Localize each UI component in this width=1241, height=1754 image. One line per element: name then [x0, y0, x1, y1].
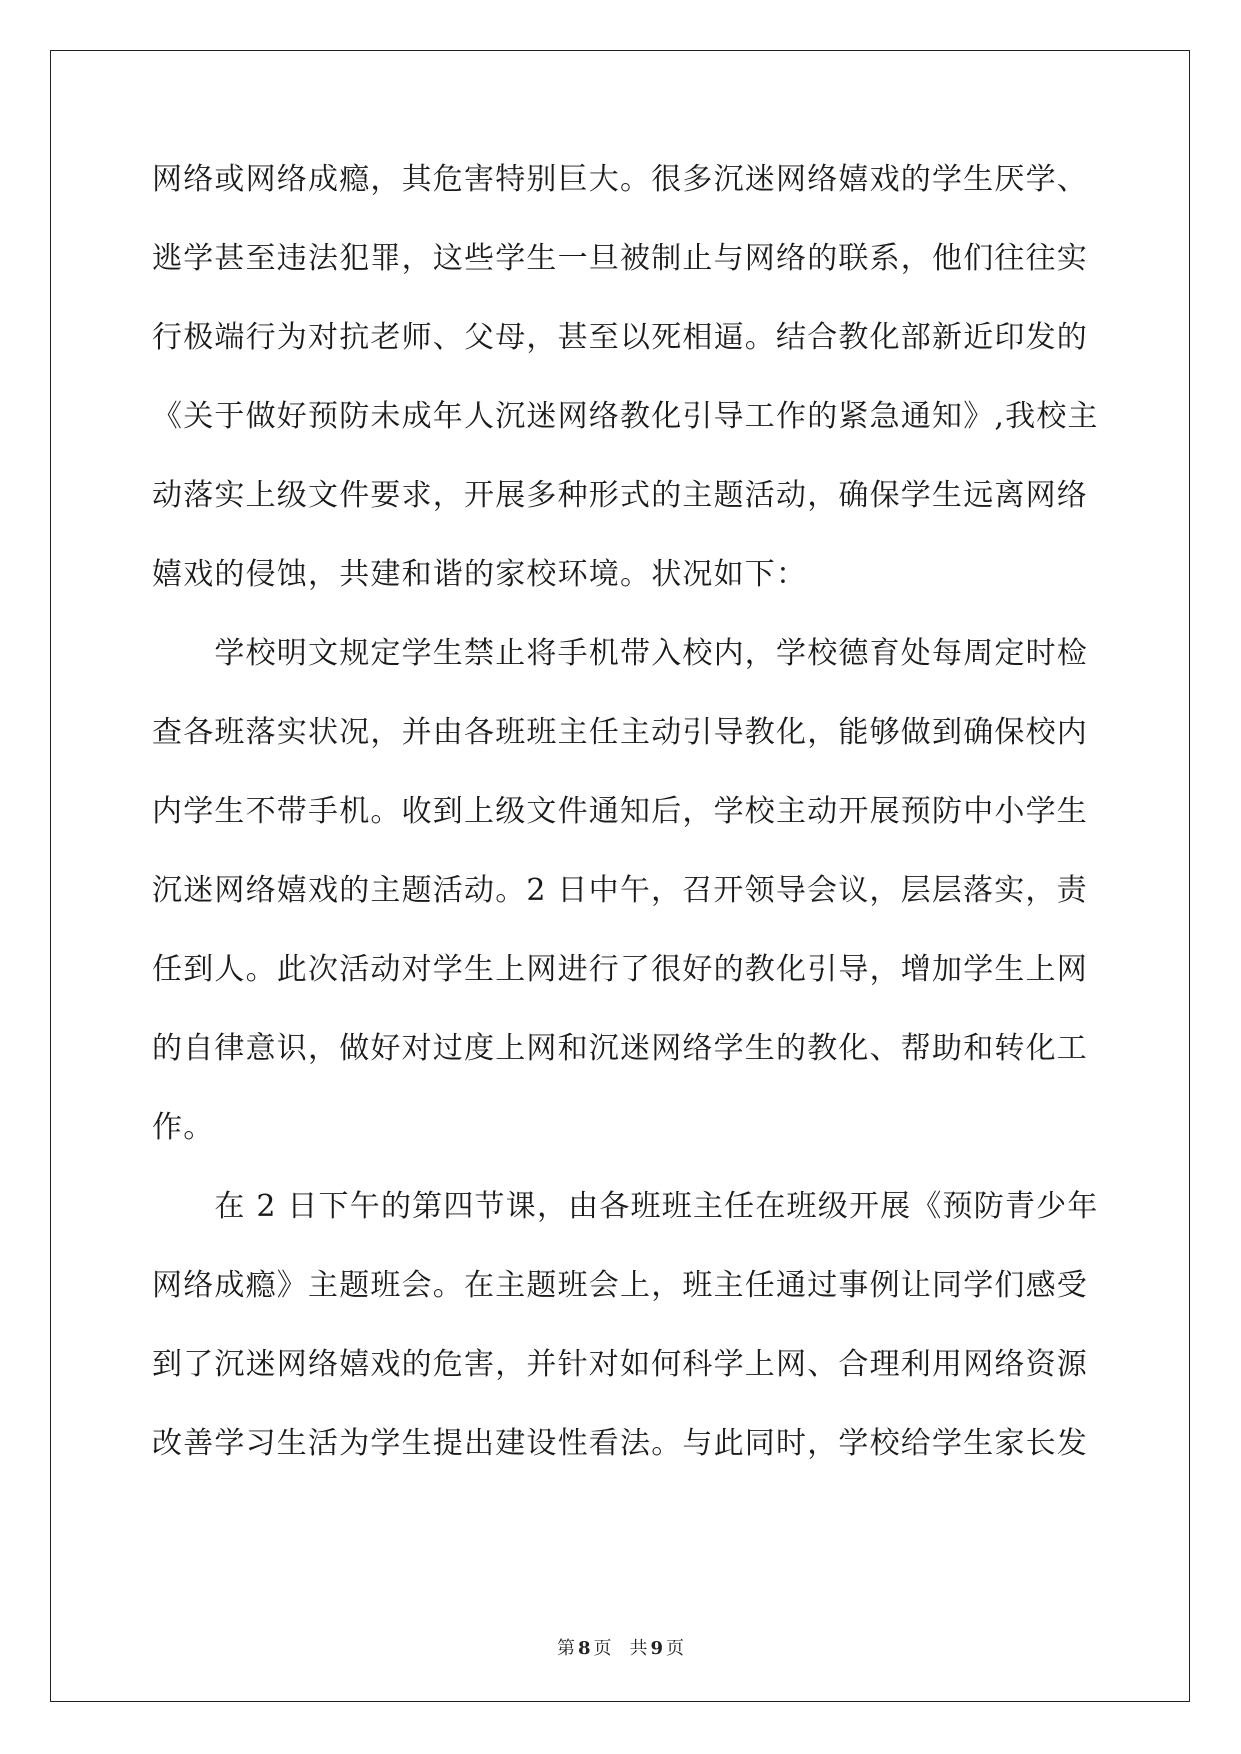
text-line: 的自律意识，做好对过度上网和沉迷网络学生的教化、帮助和转化工	[152, 1031, 1088, 1066]
text-line: 逃学甚至违法犯罪，这些学生一旦被制止与网络的联系，他们往往实	[152, 241, 1088, 276]
text-line: 沉迷网络嬉戏的主题活动。2 日中午，召开领导会议，层层落实，责	[152, 873, 1088, 908]
text-line: 在 2 日下午的第四节课，由各班班主任在班级开展《预防青少年	[152, 1189, 1099, 1224]
text-line: 嬉戏的侵蚀，共建和谐的家校环境。状况如下：	[152, 557, 808, 592]
text-line: 行极端行为对抗老师、父母，甚至以死相逼。结合教化部新近印发的	[152, 320, 1088, 355]
text-line: 内学生不带手机。收到上级文件通知后，学校主动开展预防中小学生	[152, 794, 1088, 829]
text-line: 到了沉迷网络嬉戏的危害，并针对如何科学上网、合理利用网络资源	[152, 1347, 1088, 1382]
text-line: 学校明文规定学生禁止将手机带入校内，学校德育处每周定时检	[152, 636, 1088, 671]
total-pages: 9	[650, 1638, 664, 1659]
page-number: 8	[577, 1638, 591, 1659]
page-suffix: 页	[593, 1638, 612, 1659]
text-line: 网络或网络成瘾，其危害特别巨大。很多沉迷网络嬉戏的学生厌学、	[152, 162, 1088, 197]
page-prefix: 第	[556, 1638, 575, 1659]
text-line: 《关于做好预防未成年人沉迷网络教化引导工作的紧急通知》,我校主	[152, 399, 1099, 434]
text-line: 动落实上级文件要求，开展多种形式的主题活动，确保学生远离网络	[152, 478, 1088, 513]
text-line: 任到人。此次活动对学生上网进行了很好的教化引导，增加学生上网	[152, 952, 1088, 987]
text-line: 查各班落实状况，并由各班班主任主动引导教化，能够做到确保校内	[152, 715, 1088, 750]
text-line: 作。	[152, 1110, 215, 1145]
page-footer	[0, 1634, 1241, 1660]
body-text	[152, 160, 1099, 1503]
text-line: 改善学习生活为学生提出建设性看法。与此同时，学校给学生家长发	[152, 1426, 1088, 1461]
total-prefix: 共	[629, 1638, 648, 1659]
total-suffix: 页	[666, 1638, 685, 1659]
text-line: 网络成瘾》主题班会。在主题班会上，班主任通过事例让同学们感受	[152, 1268, 1088, 1303]
